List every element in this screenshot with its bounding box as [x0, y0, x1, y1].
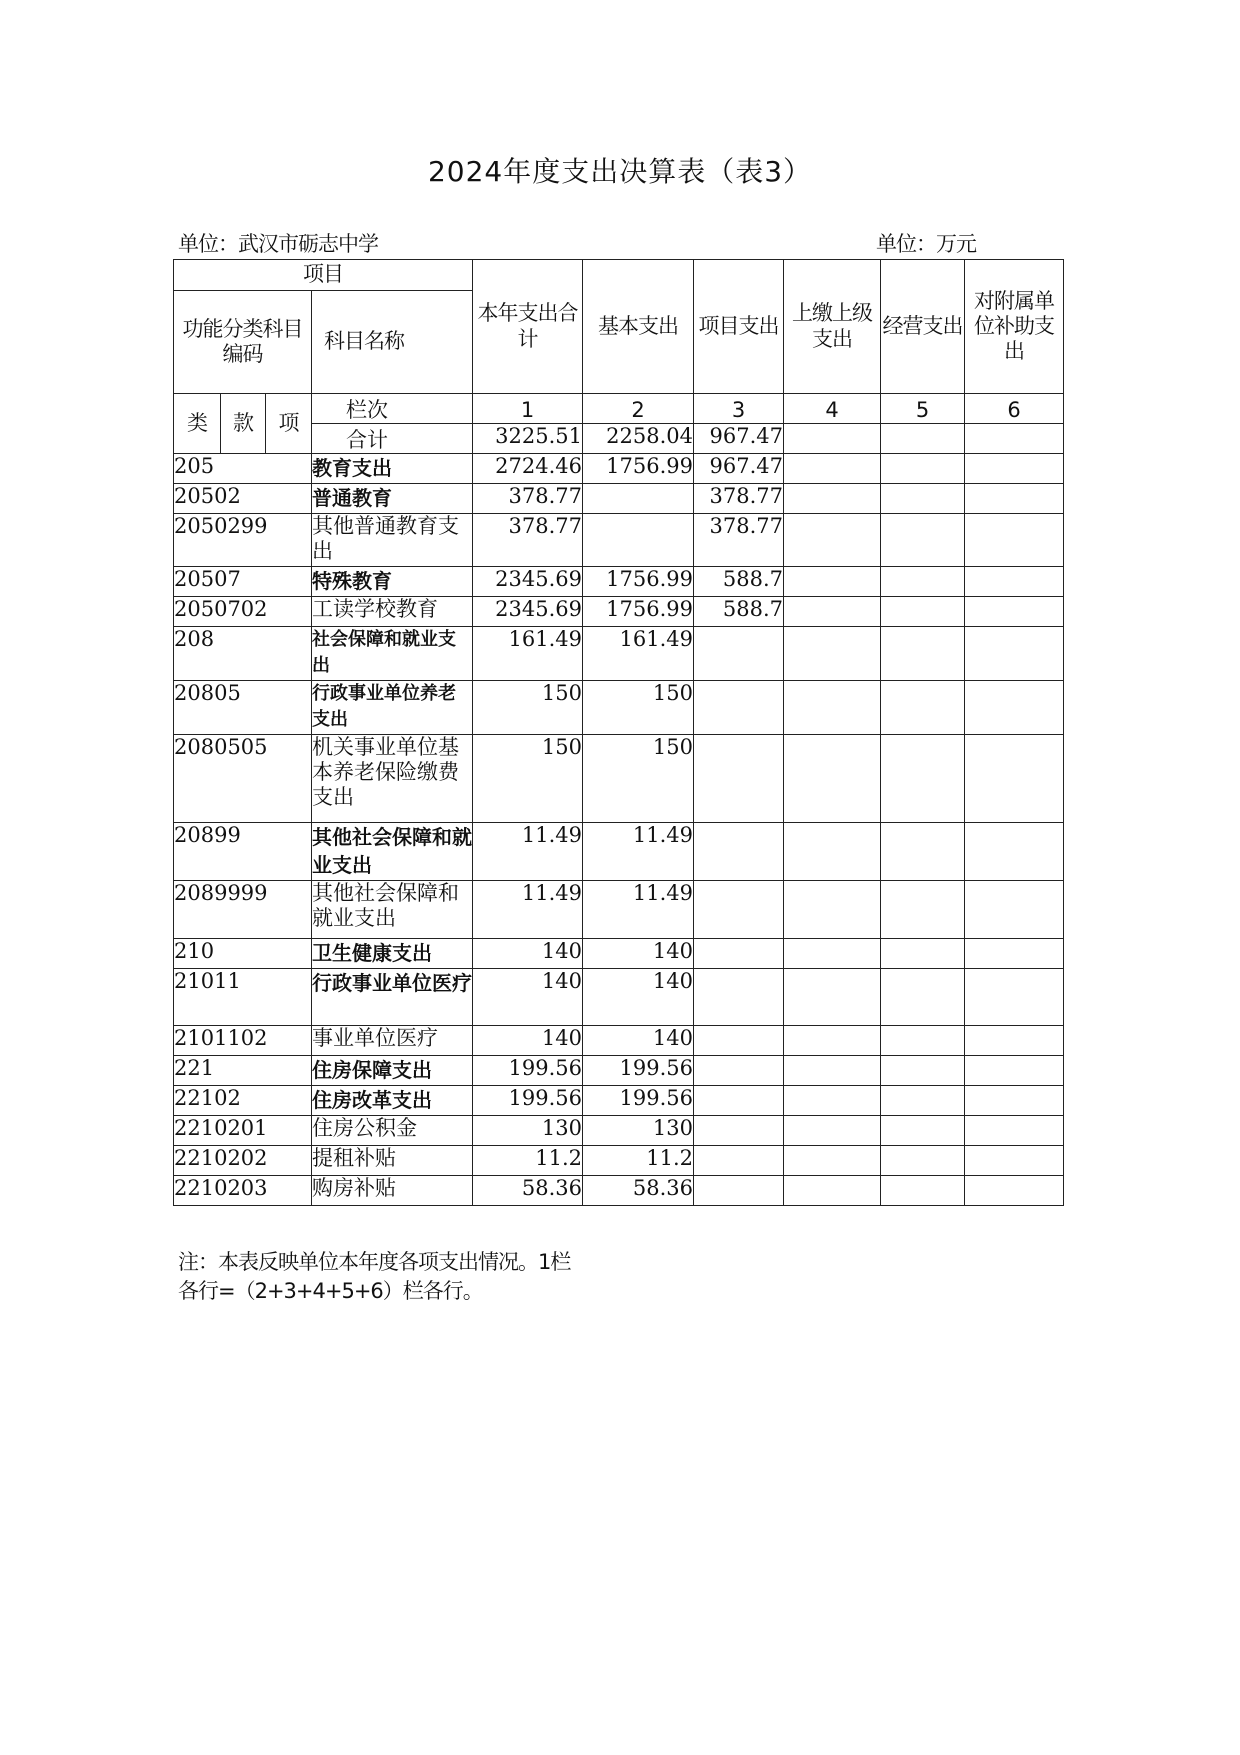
- row-basic: 150: [583, 735, 694, 823]
- row-upper: [784, 1026, 881, 1056]
- row-subsidy: [965, 484, 1064, 514]
- table-row: [174, 1146, 1064, 1176]
- row-name: 住房改革支出: [312, 1086, 473, 1116]
- row-project: [694, 735, 784, 823]
- row-name: 行政事业单位医疗: [312, 969, 473, 1026]
- table-row: [174, 1026, 1064, 1056]
- row-subsidy: [965, 1176, 1064, 1206]
- row-upper: [784, 1146, 881, 1176]
- row-basic: 1756.99: [583, 567, 694, 597]
- row-name: 其他社会保障和就业支出: [312, 881, 473, 939]
- header-col-basic: 基本支出: [583, 260, 694, 394]
- row-name: 普通教育: [312, 484, 473, 514]
- row-business: [881, 1056, 965, 1086]
- row-business: [881, 514, 965, 567]
- table-row: [174, 597, 1064, 627]
- row-subsidy: [965, 1086, 1064, 1116]
- row-upper: [784, 484, 881, 514]
- row-basic: 1756.99: [583, 597, 694, 627]
- row-name: 机关事业单位基本养老保险缴费支出: [312, 735, 473, 823]
- row-basic: [583, 514, 694, 567]
- row-project: [694, 969, 784, 1026]
- col-number-1: 1: [473, 394, 583, 424]
- row-upper: [784, 939, 881, 969]
- row-code: 210: [174, 939, 312, 969]
- col-number-3: 3: [694, 394, 784, 424]
- row-name: 特殊教育: [312, 567, 473, 597]
- row-project: 967.47: [694, 454, 784, 484]
- row-project: [694, 1026, 784, 1056]
- row-code: 20805: [174, 681, 312, 735]
- header-lei: 类: [174, 394, 221, 454]
- row-basic: 11.49: [583, 823, 694, 881]
- header-col-subsidy: 对附属单位补助支出: [965, 260, 1064, 394]
- table-row: [174, 969, 1064, 1026]
- row-upper: [784, 1116, 881, 1146]
- row-upper: [784, 1086, 881, 1116]
- row-name: 事业单位医疗: [312, 1026, 473, 1056]
- table-row: [174, 484, 1064, 514]
- row-basic: 130: [583, 1116, 694, 1146]
- row-subsidy: [965, 597, 1064, 627]
- row-code: 21011: [174, 969, 312, 1026]
- header-col-upper: 上缴上级支出: [784, 260, 881, 394]
- row-code: 2050299: [174, 514, 312, 567]
- row-total: 199.56: [473, 1056, 583, 1086]
- table-row: [174, 1056, 1064, 1086]
- row-project: [694, 1056, 784, 1086]
- header-kuan: 款: [221, 394, 266, 454]
- totals-label: 合计: [312, 424, 473, 454]
- row-name: 其他普通教育支出: [312, 514, 473, 567]
- row-basic: 11.49: [583, 881, 694, 939]
- row-basic: 140: [583, 939, 694, 969]
- footnote: [178, 1248, 570, 1306]
- row-basic: 58.36: [583, 1176, 694, 1206]
- row-name: 工读学校教育: [312, 597, 473, 627]
- row-name: 其他社会保障和就业支出: [312, 823, 473, 881]
- row-subsidy: [965, 681, 1064, 735]
- totals-business: [881, 424, 965, 454]
- footnote-line-1: 注：本表反映单位本年度各项支出情况。1栏: [178, 1250, 571, 1274]
- totals-basic: 2258.04: [583, 424, 694, 454]
- header-col-total: 本年支出合计: [473, 260, 583, 394]
- row-basic: 199.56: [583, 1056, 694, 1086]
- table-row: [174, 627, 1064, 681]
- totals-project: 967.47: [694, 424, 784, 454]
- row-code: 2101102: [174, 1026, 312, 1056]
- row-basic: 140: [583, 1026, 694, 1056]
- row-code: 205: [174, 454, 312, 484]
- row-subsidy: [965, 1116, 1064, 1146]
- header-col-project: 项目支出: [694, 260, 784, 394]
- row-total: 140: [473, 969, 583, 1026]
- row-upper: [784, 1056, 881, 1086]
- row-business: [881, 454, 965, 484]
- col-number-6: 6: [965, 394, 1064, 424]
- row-basic: [583, 484, 694, 514]
- row-upper: [784, 969, 881, 1026]
- row-business: [881, 1146, 965, 1176]
- row-basic: 161.49: [583, 627, 694, 681]
- row-business: [881, 597, 965, 627]
- row-upper: [784, 514, 881, 567]
- row-basic: 199.56: [583, 1086, 694, 1116]
- row-business: [881, 969, 965, 1026]
- row-code: 208: [174, 627, 312, 681]
- row-name: 行政事业单位养老支出: [312, 681, 473, 735]
- row-code: 2050702: [174, 597, 312, 627]
- totals-subsidy: [965, 424, 1064, 454]
- row-total: 2724.46: [473, 454, 583, 484]
- row-project: [694, 881, 784, 939]
- row-business: [881, 1116, 965, 1146]
- row-project: 378.77: [694, 514, 784, 567]
- row-project: [694, 1176, 784, 1206]
- row-upper: [784, 823, 881, 881]
- header-lanci: 栏次: [312, 394, 473, 424]
- unit-name: 单位：武汉市砺志中学: [178, 232, 378, 256]
- row-total: 161.49: [473, 627, 583, 681]
- row-total: 11.49: [473, 823, 583, 881]
- row-subsidy: [965, 881, 1064, 939]
- table-row: [174, 1086, 1064, 1116]
- table-body: [174, 260, 1064, 1206]
- table-row: [174, 567, 1064, 597]
- row-basic: 150: [583, 681, 694, 735]
- row-upper: [784, 597, 881, 627]
- row-name: 住房保障支出: [312, 1056, 473, 1086]
- row-name: 教育支出: [312, 454, 473, 484]
- col-number-5: 5: [881, 394, 965, 424]
- row-total: 378.77: [473, 514, 583, 567]
- row-upper: [784, 1176, 881, 1206]
- row-code: 20899: [174, 823, 312, 881]
- row-subsidy: [965, 1146, 1064, 1176]
- row-name: 社会保障和就业支出: [312, 627, 473, 681]
- table-row: [174, 1116, 1064, 1146]
- row-total: 140: [473, 1026, 583, 1056]
- row-total: 378.77: [473, 484, 583, 514]
- row-upper: [784, 627, 881, 681]
- row-business: [881, 823, 965, 881]
- header-row-1: [174, 260, 1064, 291]
- row-name: 卫生健康支出: [312, 939, 473, 969]
- table-row: [174, 881, 1064, 939]
- row-basic: 1756.99: [583, 454, 694, 484]
- row-subsidy: [965, 627, 1064, 681]
- table-row: [174, 735, 1064, 823]
- row-code: 22102: [174, 1086, 312, 1116]
- row-subsidy: [965, 823, 1064, 881]
- row-project: [694, 681, 784, 735]
- row-business: [881, 681, 965, 735]
- row-upper: [784, 567, 881, 597]
- row-upper: [784, 735, 881, 823]
- row-code: 2080505: [174, 735, 312, 823]
- row-total: 199.56: [473, 1086, 583, 1116]
- row-business: [881, 1026, 965, 1056]
- totals-total: 3225.51: [473, 424, 583, 454]
- row-total: 58.36: [473, 1176, 583, 1206]
- row-subsidy: [965, 735, 1064, 823]
- totals-upper: [784, 424, 881, 454]
- header-kemu-mingcheng: 科目名称: [312, 291, 473, 394]
- row-subsidy: [965, 514, 1064, 567]
- table-row: [174, 939, 1064, 969]
- row-code: 20507: [174, 567, 312, 597]
- row-subsidy: [965, 969, 1064, 1026]
- row-basic: 140: [583, 969, 694, 1026]
- row-code: 20502: [174, 484, 312, 514]
- header-row-3: [174, 394, 1064, 424]
- table-row: [174, 1176, 1064, 1206]
- row-business: [881, 939, 965, 969]
- header-col-business: 经营支出: [881, 260, 965, 394]
- row-project: 588.7: [694, 597, 784, 627]
- row-project: [694, 1086, 784, 1116]
- row-code: 2210202: [174, 1146, 312, 1176]
- row-upper: [784, 881, 881, 939]
- row-upper: [784, 454, 881, 484]
- row-code: 2210203: [174, 1176, 312, 1206]
- expenditure-table: [173, 259, 1064, 1206]
- row-project: [694, 939, 784, 969]
- table-row: [174, 454, 1064, 484]
- row-business: [881, 735, 965, 823]
- page-title: 2024年度支出决算表（表3）: [427, 155, 813, 188]
- row-project: 378.77: [694, 484, 784, 514]
- row-total: 140: [473, 939, 583, 969]
- row-upper: [784, 681, 881, 735]
- row-code: 2210201: [174, 1116, 312, 1146]
- row-total: 2345.69: [473, 567, 583, 597]
- row-name: 提租补贴: [312, 1146, 473, 1176]
- row-project: [694, 823, 784, 881]
- row-business: [881, 1176, 965, 1206]
- header-gongneng: 功能分类科目编码: [174, 291, 312, 394]
- currency-unit: 单位：万元: [876, 232, 976, 256]
- row-total: 150: [473, 681, 583, 735]
- row-basic: 11.2: [583, 1146, 694, 1176]
- row-name: 住房公积金: [312, 1116, 473, 1146]
- row-total: 150: [473, 735, 583, 823]
- row-subsidy: [965, 1026, 1064, 1056]
- row-project: [694, 1146, 784, 1176]
- row-code: 2089999: [174, 881, 312, 939]
- row-business: [881, 567, 965, 597]
- header-xiangmu: 项目: [174, 260, 473, 291]
- row-subsidy: [965, 454, 1064, 484]
- row-business: [881, 1086, 965, 1116]
- header-xiang: 项: [266, 394, 312, 454]
- row-code: 221: [174, 1056, 312, 1086]
- table-row: [174, 681, 1064, 735]
- table-row: [174, 514, 1064, 567]
- row-project: [694, 1116, 784, 1146]
- col-number-4: 4: [784, 394, 881, 424]
- row-name: 购房补贴: [312, 1176, 473, 1206]
- row-project: [694, 627, 784, 681]
- table-row: [174, 823, 1064, 881]
- row-project: 588.7: [694, 567, 784, 597]
- row-total: 11.49: [473, 881, 583, 939]
- col-number-2: 2: [583, 394, 694, 424]
- row-total: 130: [473, 1116, 583, 1146]
- footnote-line-2: 各行=（2+3+4+5+6）栏各行。: [178, 1279, 483, 1303]
- row-subsidy: [965, 1056, 1064, 1086]
- row-business: [881, 881, 965, 939]
- row-subsidy: [965, 567, 1064, 597]
- row-total: 11.2: [473, 1146, 583, 1176]
- row-business: [881, 484, 965, 514]
- row-subsidy: [965, 939, 1064, 969]
- row-business: [881, 627, 965, 681]
- row-total: 2345.69: [473, 597, 583, 627]
